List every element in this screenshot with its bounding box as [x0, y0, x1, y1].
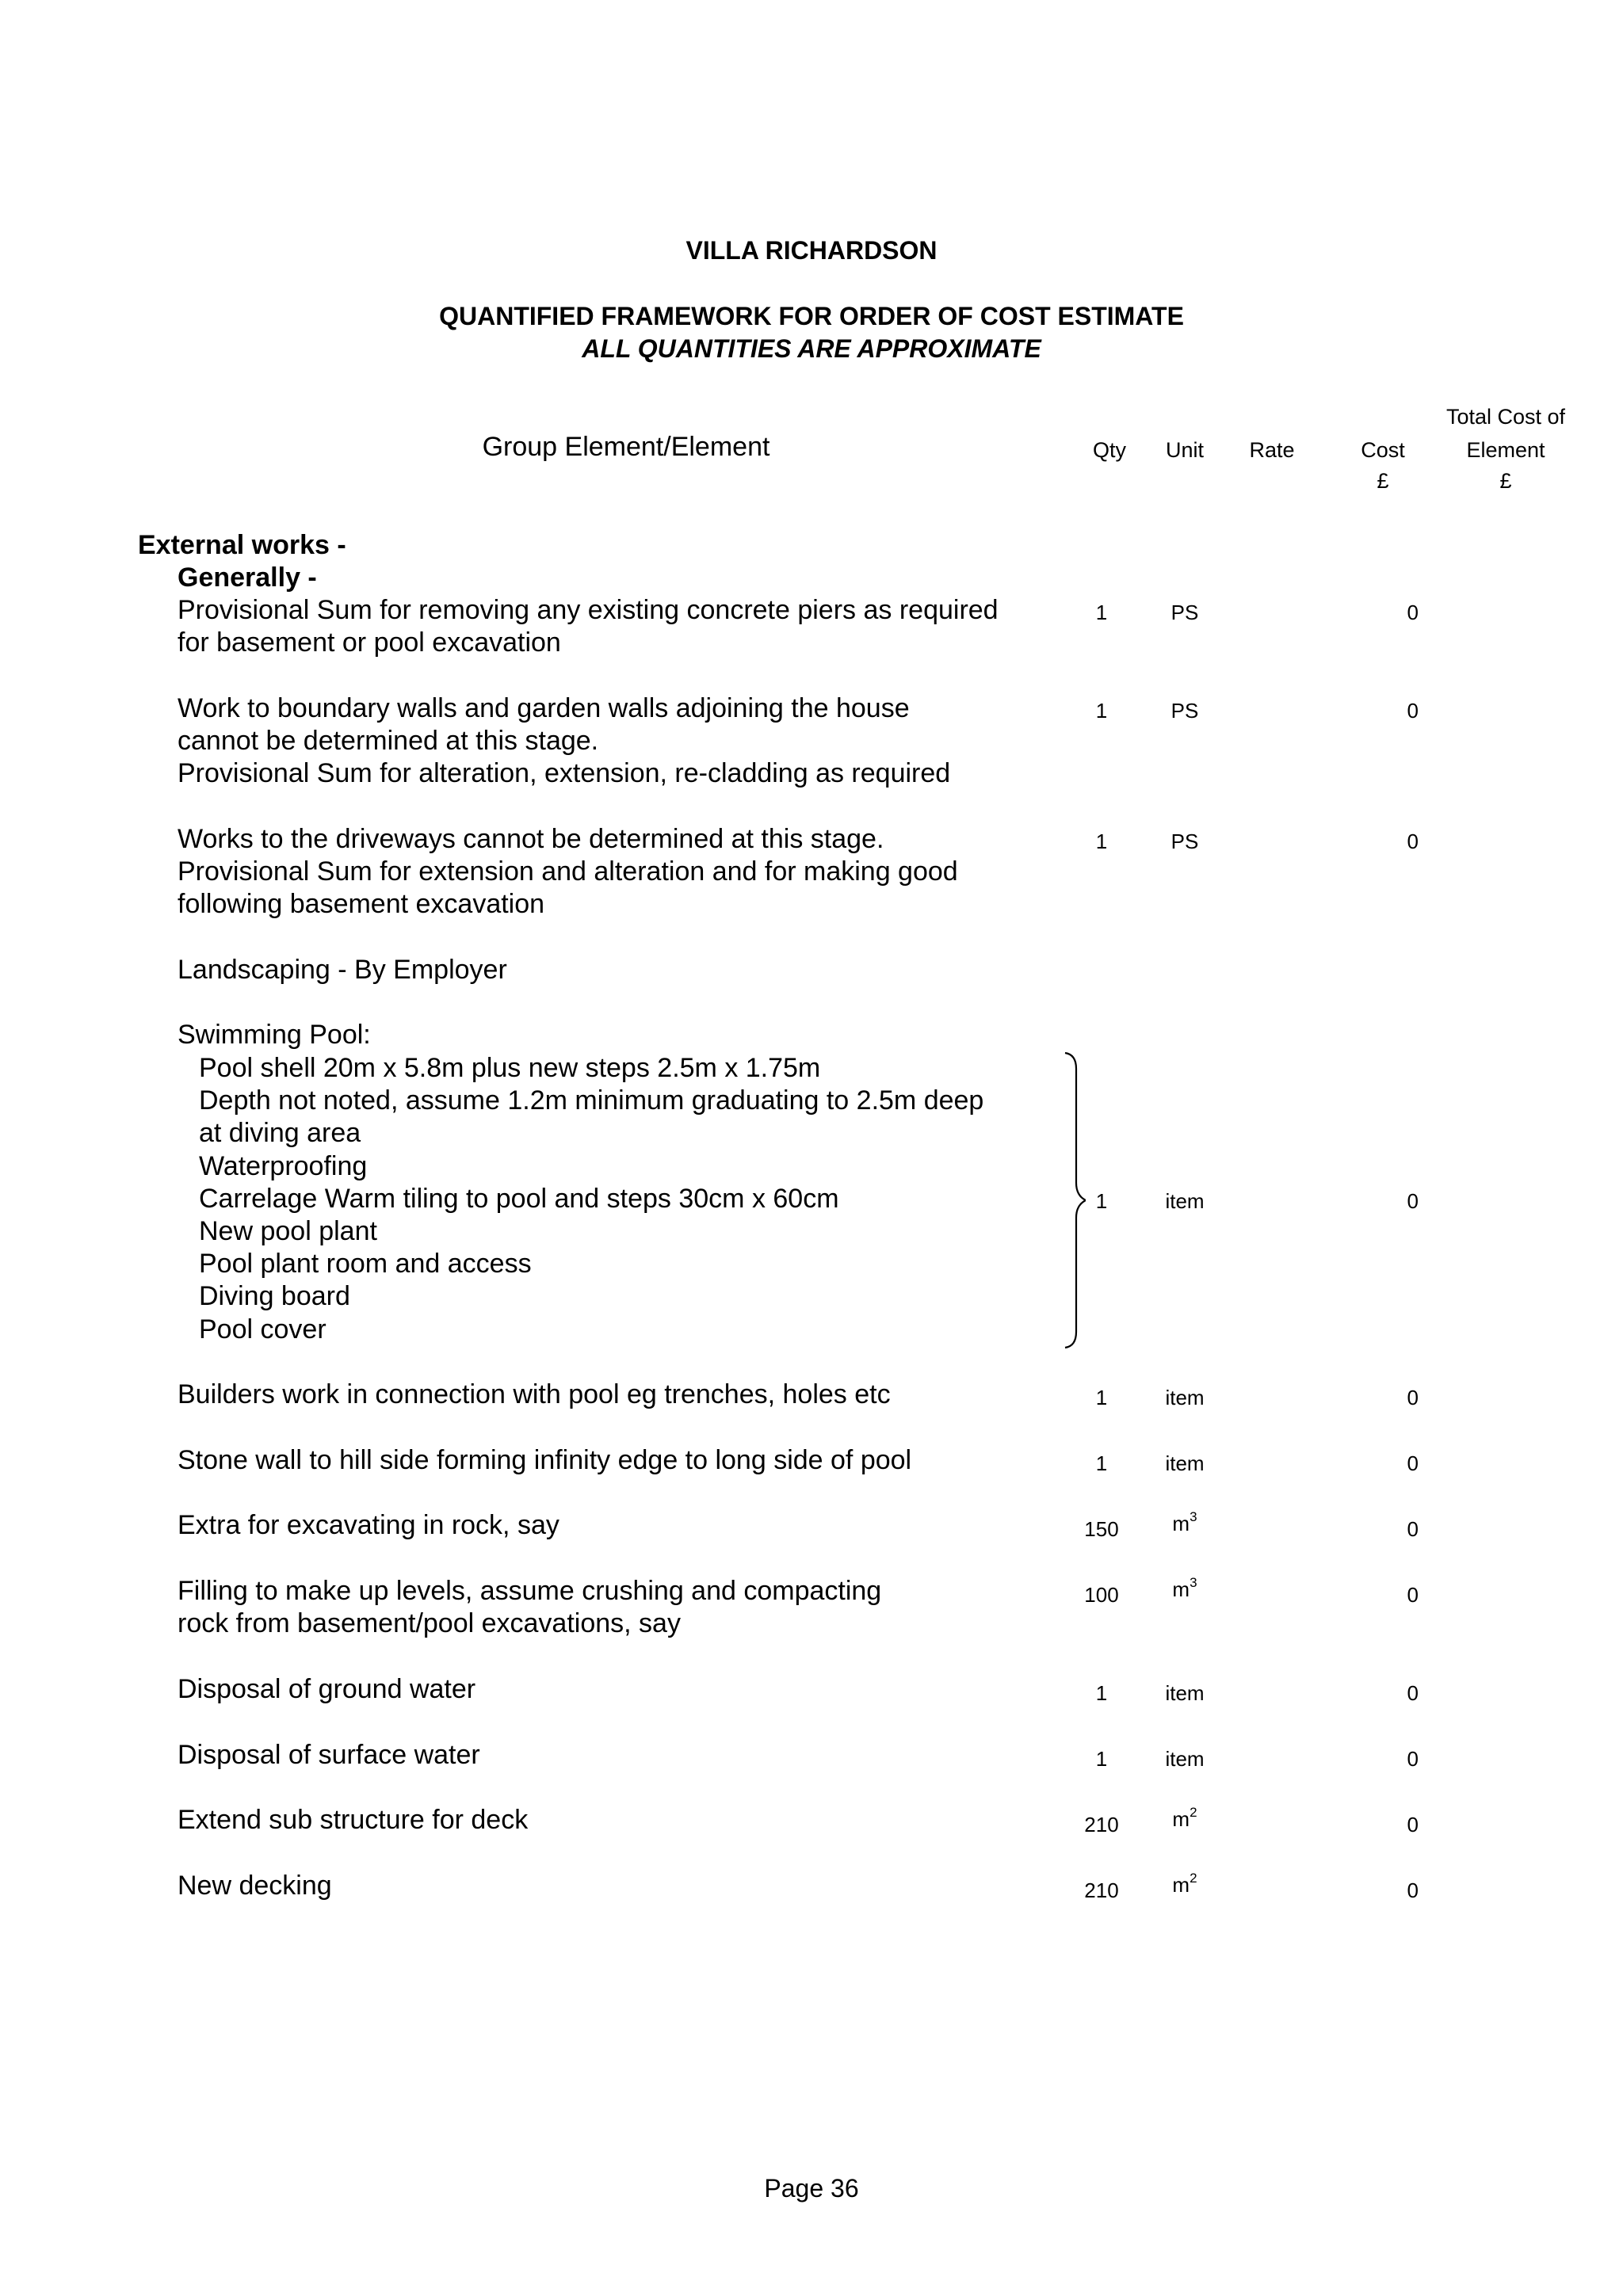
- item-line: Filling to make up levels, assume crushing and compacting: [178, 1576, 882, 1606]
- item-line: Stone wall to hill side forming infinity edge to long side of pool: [178, 1445, 912, 1475]
- item-description: [178, 954, 507, 986]
- item-cost: 0: [1407, 1386, 1419, 1409]
- item-line: Pool shell 20m x 5.8m plus new steps 2.5m x 1.75m: [199, 1053, 821, 1083]
- item-line: rock from basement/pool excavations, say: [178, 1608, 681, 1639]
- item-cost: 0: [1407, 601, 1419, 624]
- item-description: [178, 1379, 891, 1411]
- unit-base: m: [1172, 1577, 1190, 1601]
- item-qty: 1: [1095, 1747, 1108, 1771]
- item-unit: item: [1165, 1747, 1205, 1771]
- item-line: New pool plant: [199, 1216, 377, 1247]
- item-unit: item: [1165, 1386, 1205, 1409]
- item-cost: 0: [1407, 830, 1419, 853]
- item-cost: 0: [1407, 1747, 1419, 1771]
- column-header-qty: Qty: [1092, 438, 1126, 462]
- item-unit: PS: [1170, 601, 1199, 624]
- item-description: [178, 1673, 475, 1706]
- item-line: Landscaping - By Employer: [178, 955, 507, 985]
- item-description: [178, 1575, 881, 1640]
- item-description: [178, 692, 950, 791]
- item-description: [178, 1444, 911, 1477]
- item-cost: 0: [1407, 1583, 1419, 1607]
- section-subheading: Generally -: [178, 563, 317, 593]
- item-qty: 1: [1095, 830, 1108, 853]
- item-line: Extra for excavating in rock, say: [178, 1510, 559, 1540]
- item-line: Pool cover: [199, 1314, 327, 1344]
- item-unit: PS: [1170, 830, 1199, 853]
- item-description: [178, 823, 958, 921]
- unit-exponent: 2: [1190, 1805, 1197, 1821]
- item-line: New decking: [178, 1871, 332, 1901]
- column-header-total-line1: Total Cost of: [1445, 405, 1566, 429]
- unit-base: m: [1172, 1873, 1190, 1897]
- column-header-total-currency: £: [1499, 469, 1512, 493]
- item-unit: item: [1165, 1451, 1205, 1475]
- section-heading: External works -: [138, 530, 346, 560]
- item-qty: 1: [1095, 1386, 1108, 1409]
- item-description: [178, 1739, 480, 1772]
- project-title: VILLA RICHARDSON: [685, 236, 938, 265]
- column-header-unit: Unit: [1165, 438, 1204, 462]
- column-header-total-line2: Element: [1466, 438, 1545, 462]
- item-description: [178, 1509, 559, 1542]
- item-line: at diving area: [199, 1118, 361, 1149]
- unit-base: m: [1172, 1807, 1190, 1831]
- item-line: Works to the driveways cannot be determined at this stage.: [178, 824, 884, 854]
- column-header-cost-currency: £: [1377, 469, 1389, 493]
- column-header-rate: Rate: [1249, 438, 1295, 462]
- document-title: QUANTIFIED FRAMEWORK FOR ORDER OF COST ESTIMATE: [439, 302, 1184, 330]
- unit-exponent: 2: [1190, 1871, 1197, 1886]
- item-unit: item: [1165, 1681, 1205, 1705]
- item-unit: [1145, 1873, 1224, 1897]
- item-cost: 0: [1407, 1681, 1419, 1705]
- item-line: Pool plant room and access: [199, 1249, 532, 1280]
- column-header-cost: Cost: [1361, 438, 1405, 462]
- item-line: following basement excavation: [178, 889, 545, 920]
- item-qty: 210: [1084, 1878, 1119, 1902]
- item-line: Depth not noted, assume 1.2m minimum graduating to 2.5m deep: [199, 1085, 984, 1116]
- item-description: [178, 594, 999, 659]
- item-line: Provisional Sum for extension and alteration and for making good: [178, 856, 958, 887]
- item-qty: 1: [1095, 601, 1108, 624]
- pool-heading: Swimming Pool:: [178, 1020, 371, 1050]
- item-unit: item: [1165, 1189, 1205, 1213]
- item-line: cannot be determined at this stage.: [178, 726, 599, 757]
- item-cost: 0: [1407, 1517, 1419, 1541]
- unit-base: m: [1172, 1512, 1190, 1535]
- item-qty: 1: [1095, 699, 1108, 723]
- item-description: [178, 1804, 528, 1836]
- item-cost: 0: [1407, 1451, 1419, 1475]
- item-qty: 1: [1095, 1189, 1108, 1213]
- unit-exponent: 3: [1190, 1509, 1197, 1525]
- item-cost: 0: [1407, 1878, 1419, 1902]
- page-number: Page 36: [764, 2174, 859, 2203]
- item-unit: [1145, 1807, 1224, 1832]
- item-line: Provisional Sum for alteration, extension, re-cladding as required: [178, 758, 951, 789]
- item-unit: [1145, 1509, 1224, 1536]
- item-qty: 1: [1095, 1681, 1108, 1705]
- item-cost: 0: [1407, 1813, 1419, 1836]
- item-cost: 0: [1407, 1189, 1419, 1213]
- item-line: Waterproofing: [199, 1150, 368, 1181]
- item-qty: 100: [1084, 1583, 1119, 1607]
- pool-description: [199, 1052, 983, 1346]
- column-header-element: Group Element/Element: [482, 432, 770, 462]
- item-line: Diving board: [199, 1281, 350, 1312]
- item-qty: 1: [1095, 1451, 1108, 1475]
- item-description: [178, 1870, 332, 1902]
- item-line: Disposal of surface water: [178, 1740, 480, 1770]
- item-line: for basement or pool excavation: [178, 627, 561, 658]
- item-line: Work to boundary walls and garden walls adjoining the house: [178, 693, 910, 723]
- unit-exponent: 3: [1190, 1575, 1197, 1591]
- document-subtitle: ALL QUANTITIES ARE APPROXIMATE: [582, 334, 1041, 363]
- item-line: Provisional Sum for removing any existing concrete piers as required: [178, 595, 999, 625]
- item-line: Extend sub structure for deck: [178, 1805, 529, 1835]
- item-qty: 150: [1084, 1517, 1119, 1541]
- item-line: Builders work in connection with pool eg trenches, holes etc: [178, 1379, 891, 1409]
- item-qty: 210: [1084, 1813, 1119, 1836]
- item-unit: [1145, 1577, 1224, 1602]
- item-unit: PS: [1170, 699, 1199, 723]
- item-line: Disposal of ground water: [178, 1674, 476, 1704]
- item-line: Carrelage Warm tiling to pool and steps 30cm x 60cm: [199, 1183, 839, 1214]
- item-cost: 0: [1407, 699, 1419, 723]
